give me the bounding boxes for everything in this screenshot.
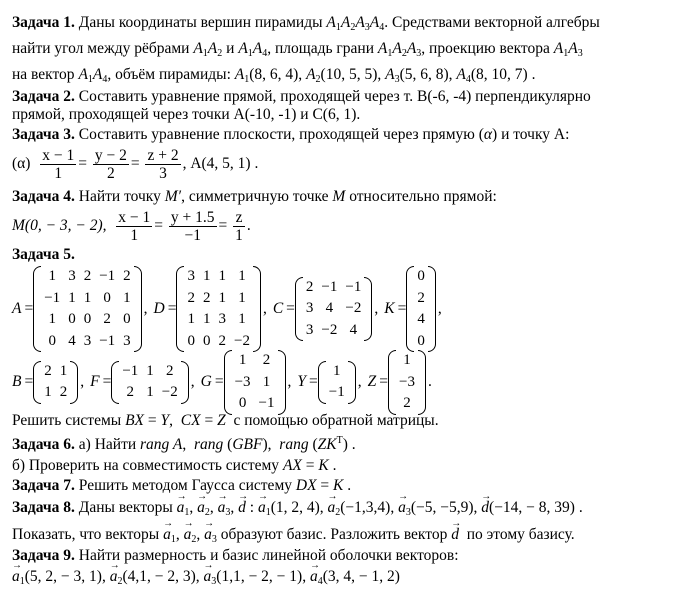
matrix-cell: 1 <box>218 268 226 284</box>
matrix-cell: 0 <box>83 311 92 327</box>
matrix-cell: 3 <box>305 321 314 338</box>
fraction-x: $\frac{x - 1}{1}$ <box>42 146 75 182</box>
matrix-d <box>176 266 260 352</box>
task6-line2: б) Проверить на совместимость систему AX = K . <box>12 457 337 474</box>
matrix-row-2: B = 2 1 1 2 , F = −1 1 2 2 1 −2 , G = 1 2 −3 1 0 −1 , Y = 1 −1 , Z = 1 −3 2 . <box>12 350 438 415</box>
fraction-y: $\frac{y - 2}{2}$ <box>94 146 127 182</box>
point-a2: (10, 5, 5), <box>320 66 382 83</box>
matrix-cell: 2 <box>44 362 52 379</box>
matrix-cell: 2 <box>103 311 111 327</box>
matrix-z <box>388 350 426 415</box>
matrix-cell: 2 <box>305 278 314 295</box>
task5-title-line <box>12 246 75 264</box>
task5-solve-line: Решить системы BX = Y, CX = Z с помощью обратной матрицы. <box>12 412 439 429</box>
task9-text: Найти размерность и базис линейной оболочки векторов: <box>78 547 459 564</box>
task1-line1: Задача 1. Даны координаты вершин пирамиды $A_1A_2A_3A_4$. Средствами векторной алгебры <box>12 14 600 33</box>
matrix-cell: −1 <box>44 289 61 306</box>
matrix-cell: 1 <box>187 311 195 327</box>
matrix-cell: 1 <box>238 268 246 284</box>
matrix-cell: 1 <box>59 362 68 379</box>
matrix-cell: −1 <box>321 278 338 295</box>
matrix-cell: 2 <box>126 384 135 401</box>
matrix-cell: −2 <box>161 384 178 401</box>
matrix-cell: −2 <box>345 300 362 317</box>
matrix-cell: 0 <box>123 311 131 327</box>
point-m: M(0, − 3, − 2), <box>12 217 107 234</box>
matrix-cell: 2 <box>166 362 174 379</box>
vector-a1: (1, 2, 4), <box>270 499 324 516</box>
task1-text4: , площадь грани <box>267 40 375 57</box>
task4-text3: относительно прямой: <box>349 188 497 205</box>
matrix-cell: 2 <box>59 384 68 401</box>
task7-title: Задача 7. <box>12 477 75 494</box>
matrix-cell: 1 <box>146 362 154 379</box>
matrix-cell: −3 <box>234 373 251 390</box>
matrix-g <box>224 350 286 415</box>
task8-text2: Показать, что векторы <box>12 526 160 543</box>
matrix-cell: 1 <box>202 268 211 284</box>
point-a1: (8, 6, 4), <box>249 66 303 83</box>
task2-line1 <box>12 88 591 106</box>
task8-line1: Задача 8. Даны векторы → $a_1$, → $a_2$, → $a_3$, → d : → $a_1(1$, 2, 4), → $a_2(-1,3,4)$, → $a_3(-5$, −5,9), → d(−14, − 8, 39) . <box>12 499 583 517</box>
matrix-cell: −3 <box>398 373 415 390</box>
task1-line2: найти угол между рёбрами $A_1A_2$ и $A_1A_4$, площадь грани $A_1A_2A_3$, проекцию вектора $A_1A_3$ <box>12 40 583 59</box>
task2-text2: прямой, проходящей через точки A(-10, -1) и C(6, 1). <box>12 106 361 123</box>
matrix-cell: −2 <box>233 332 250 349</box>
matrix-cell: 3 <box>305 300 314 317</box>
matrix-cell: −1 <box>328 384 345 401</box>
matrix-c <box>295 277 372 342</box>
matrix-cell: 0 <box>417 332 425 349</box>
task6-line1: Задача 6. а) Найти rang A, rang (GBF), rang $(ZK^T)$ . <box>12 435 356 453</box>
point-a: A(4, 5, 1) . <box>190 155 259 172</box>
task7-text: Решить методом Гаусса систему <box>78 477 292 494</box>
matrix-cell: 2 <box>403 395 411 411</box>
matrix-cell: 0 <box>238 395 247 411</box>
matrix-cell: 1 <box>238 289 246 306</box>
matrix-cell: 1 <box>68 289 76 306</box>
matrix-cell: 4 <box>417 311 425 327</box>
task1-text: Даны координаты вершин пирамиды <box>78 14 323 31</box>
task8-text4: по этому базису. <box>466 526 575 543</box>
matrix-cell: 3 <box>187 268 195 284</box>
matrix-cell: 1 <box>262 373 271 390</box>
matrix-cell: 2 <box>83 268 92 284</box>
task2-text: Составить уравнение прямой, проходящей через т. B(-6, -4) перпендикулярно <box>78 88 591 105</box>
matrix-k <box>406 266 436 352</box>
task9-line1 <box>12 547 459 565</box>
task3-title: Задача 3. <box>12 126 75 143</box>
matrix-cell: 0 <box>202 332 211 349</box>
task3-text: Составить уравнение плоскости, проходящей через прямую <box>78 126 475 143</box>
matrix-cell: −1 <box>99 268 116 284</box>
task6-title: Задача 6. <box>12 436 75 453</box>
fraction-z: $\frac{z}{1}$ <box>235 208 243 244</box>
matrix-y <box>318 361 356 404</box>
task8-text3: образуют базис. Разложить вектор <box>220 526 448 543</box>
matrix-cell: 0 <box>103 289 111 306</box>
task6-b: б) Проверить на совместимость систему <box>12 457 280 474</box>
matrix-cell: 3 <box>218 311 226 327</box>
matrix-cell: 0 <box>417 268 425 284</box>
matrix-cell: 3 <box>123 332 131 349</box>
point-a3: (5, 6, 8), <box>399 66 453 83</box>
matrix-cell: −2 <box>321 321 338 338</box>
matrix-cell: 2 <box>187 289 195 306</box>
task2-line2 <box>12 106 360 124</box>
task8-title: Задача 8. <box>12 499 75 516</box>
matrix-cell: 1 <box>333 362 341 379</box>
task6-a: а) Найти <box>78 436 137 453</box>
task4-text2: , симметричную точке <box>181 188 329 205</box>
task4-title: Задача 4. <box>12 188 75 205</box>
matrix-b <box>33 361 78 404</box>
matrix-cell: 4 <box>68 332 76 349</box>
task2-title: Задача 2. <box>12 88 75 105</box>
matrix-cell: 0 <box>68 311 76 327</box>
matrix-cell: 4 <box>325 300 334 317</box>
task9-title: Задача 9. <box>12 547 75 564</box>
task5-title: Задача 5. <box>12 246 75 263</box>
matrix-cell: 1 <box>48 268 56 284</box>
task1-text5: , проекцию вектора <box>421 40 550 57</box>
matrix-cell: 0 <box>48 332 56 349</box>
matrix-a <box>33 266 141 352</box>
task1-text7: , объём пирамиды: <box>107 66 231 83</box>
task3-line1: Задача 3. Составить уравнение плоскости, проходящей через прямую (α) и точку A: <box>12 126 570 143</box>
fraction-y: $\frac{y + 1.5}{-1}$ <box>170 208 215 244</box>
matrix-cell: −1 <box>122 362 139 379</box>
task8-line2: Показать, что векторы → $a_1$, → $a_2$, → $a_3$ образуют базис. Разложить вектор → d по этому базису. <box>12 526 575 544</box>
alpha-label: (α) <box>12 155 31 172</box>
task1-line3: на вектор $A_1A_4$, объём пирамиды: $A_1(8$, 6, 4), $A_2(10$, 5, 5), $A_3(5$, 6, 8), $A_4(8$, 10, 7) . <box>12 66 536 85</box>
matrix-cell: 2 <box>218 332 226 349</box>
matrix-cell: 1 <box>48 311 56 327</box>
matrix-f <box>111 361 188 404</box>
matrix-cell: 3 <box>83 332 92 349</box>
matrix-cell: 1 <box>403 352 411 368</box>
matrix-cell: 2 <box>123 268 131 284</box>
matrix-cell: 1 <box>238 352 247 368</box>
task8-text: Даны векторы <box>78 499 173 516</box>
task1-title: Задача 1. <box>12 14 75 31</box>
fraction-x: $\frac{x - 1}{1}$ <box>118 208 151 244</box>
task1-text3: найти угол между рёбрами <box>12 40 190 57</box>
task4-equation: M(0, − 3, − 2), $\frac{x - 1}{1}$ = $\frac{y + 1.5}{-1}$ = $\frac{z}{1}$ . <box>12 208 251 244</box>
task1-and: и <box>226 40 235 57</box>
task1-text2: . Средствами векторной алгебры <box>384 14 600 31</box>
matrix-cell: −1 <box>258 395 275 411</box>
fraction-z: $\frac{z + 2}{3}$ <box>147 146 179 182</box>
solve-text: Решить системы <box>12 412 122 429</box>
matrix-cell: 1 <box>202 311 211 327</box>
matrix-cell: 0 <box>187 332 195 349</box>
solve-text2: с помощью обратной матрицы. <box>233 412 439 429</box>
matrix-cell: −1 <box>345 278 362 295</box>
matrix-cell: 4 <box>349 321 358 338</box>
matrix-cell: 1 <box>123 289 131 306</box>
matrix-cell: 1 <box>83 289 92 306</box>
matrix-row-1: A = 1 3 2 −1 2 −1 1 1 0 1 1 0 0 2 0 0 4 3 −1 3 , D = 3 1 1 1 2 2 1 1 1 1 3 1 0 0 2 −2 , C = 2 −1 −1 3 4 −2 3 −2 4 , K = 0 2 4 0 , <box>12 266 448 352</box>
task1-text6: на вектор <box>12 66 75 83</box>
task4-line1: Задача 4. Найти точку M′, симметричную точке M относительно прямой: <box>12 188 497 205</box>
matrix-cell: −1 <box>99 332 116 349</box>
matrix-cell: 1 <box>218 289 226 306</box>
task3-text2: и точку A: <box>501 126 570 143</box>
point-a4: (8, 10, 7) . <box>470 66 536 83</box>
task4-text: Найти точку <box>78 188 161 205</box>
matrix-cell: 1 <box>146 384 154 401</box>
matrix-cell: 3 <box>68 268 76 284</box>
matrix-cell: 1 <box>238 311 246 327</box>
matrix-cell: 1 <box>44 384 52 401</box>
matrix-cell: 2 <box>262 352 271 368</box>
task9-vectors: → $a_1(5$, 2, − 3, 1), → $a_2(4,1$, − 2, 3), → $a_3(1,1$, − 2, − 1), → $a_4(3$, 4, − 1, 2) <box>12 568 400 586</box>
matrix-cell: 2 <box>417 289 425 306</box>
matrix-cell: 2 <box>202 289 211 306</box>
task3-equation: (α) $\frac{x - 1}{1}$ = $\frac{y - 2}{2}$ = $\frac{z + 2}{3}$ , A(4, 5, 1) . <box>12 146 259 182</box>
task7-line: Задача 7. Решить методом Гаусса систему DX = K . <box>12 477 352 494</box>
